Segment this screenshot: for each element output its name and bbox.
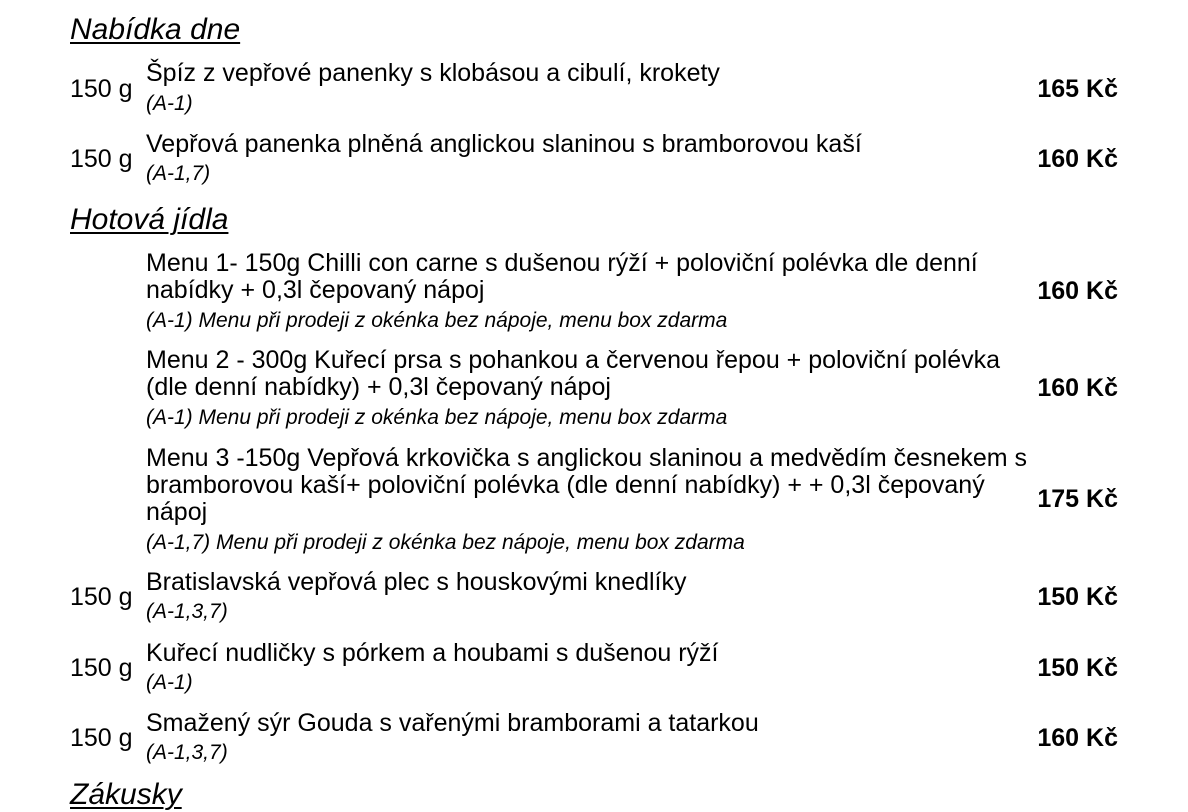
item-name: Kuřecí nudličky s pórkem a houbami s dušenou rýží [146, 639, 719, 667]
item-weight: 150 g [70, 75, 133, 103]
item-price: 150 Kč [1037, 654, 1118, 682]
item-price: 160 Kč [1037, 724, 1118, 752]
menu-item [0, 569, 1188, 631]
item-weight: 150 g [70, 583, 133, 611]
item-price: 160 Kč [1037, 374, 1118, 402]
item-weight: 150 g [70, 724, 133, 752]
item-allergens: (A-1,7) Menu při prodeji z okénka bez nápoje, menu box zdarma [146, 531, 745, 554]
menu-item [0, 347, 1188, 435]
menu-item [0, 131, 1188, 193]
menu-item [0, 60, 1188, 122]
section-title-daily-offer: Nabídka dne [70, 13, 241, 46]
item-name: Menu 2 - 300g Kuřecí prsa s pohankou a červenou řepou + poloviční polévka (dle denní nabídky) + 0,3l čepovaný nápoj [146, 346, 1001, 401]
item-name: Smažený sýr Gouda s vařenými bramborami a tatarkou [146, 709, 759, 737]
item-name: Menu 3 -150g Vepřová krkovička s anglickou slaninou a medvědím česnekem s bramborovou kaší+ poloviční polévka (dle denní nabídky) + + 0,3l čepovaný nápoj [146, 444, 1028, 526]
item-allergens: (A-1) Menu při prodeji z okénka bez nápoje, menu box zdarma [146, 309, 728, 332]
item-allergens: (A-1,3,7) [146, 600, 228, 623]
item-allergens: (A-1) [146, 92, 193, 115]
item-name: Bratislavská vepřová plec s houskovými knedlíky [146, 568, 687, 596]
item-name: Menu 1- 150g Chilli con carne s dušenou rýží + poloviční polévka dle denní nabídky + 0,3l čepovaný nápoj [146, 249, 978, 304]
section-title-ready-meals: Hotová jídla [70, 203, 229, 236]
item-price: 160 Kč [1037, 145, 1118, 173]
item-price: 165 Kč [1037, 75, 1118, 103]
section-title-desserts: Zákusky [70, 778, 182, 811]
item-weight: 150 g [70, 145, 133, 173]
item-allergens: (A-1,7) [146, 162, 211, 185]
menu-item [0, 250, 1188, 338]
item-name: Vepřová panenka plněná anglickou slaninou s bramborovou kaší [146, 130, 862, 158]
item-weight: 150 g [70, 654, 133, 682]
item-price: 175 Kč [1037, 485, 1118, 513]
item-price: 160 Kč [1037, 277, 1118, 305]
item-allergens: (A-1) Menu při prodeji z okénka bez nápoje, menu box zdarma [146, 406, 728, 429]
item-name: Špíz z vepřové panenky s klobásou a cibulí, krokety [146, 59, 720, 87]
menu-item [0, 445, 1188, 560]
item-allergens: (A-1) [146, 671, 193, 694]
item-allergens: (A-1,3,7) [146, 741, 228, 764]
menu-item [0, 710, 1188, 772]
item-price: 150 Kč [1037, 583, 1118, 611]
menu-item [0, 640, 1188, 702]
